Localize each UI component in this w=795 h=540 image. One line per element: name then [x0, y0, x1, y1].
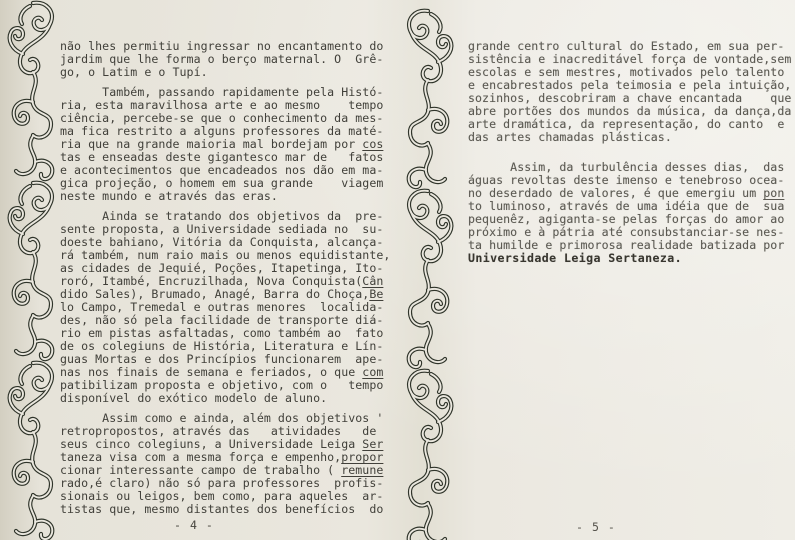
paragraph	[60, 210, 396, 405]
text-line: cionar interessante campo de trabalho ( remune	[60, 463, 384, 477]
floral-scroll-ornament-center	[403, 0, 461, 540]
text-line: ria que na grande maioria mal bordejam por cos	[60, 137, 384, 151]
text-line: águas revoltas deste imenso e tenebroso ocea-	[468, 173, 785, 187]
text-line: sionais ou leigos, bem como, para aqueles ar-	[60, 489, 384, 503]
text-line: sente proposta, a Universidade sediada no su-	[60, 222, 384, 236]
page-5-text	[468, 40, 795, 282]
text-line: rado,é claro) não só para professores profis-	[60, 476, 384, 490]
text-line: no deserdado de valores, é que emergiu um pon	[468, 186, 785, 200]
text-line: disponível do exótico modelo de aluno.	[60, 391, 328, 405]
text-line: seus cinco colegiuns, a Universidade Leiga Ser	[60, 437, 384, 451]
text-line: dido Sales), Brumado, Anagé, Barra do Choça,Be	[60, 287, 384, 301]
text-line: as cidades de Jequié, Poções, Itapetinga, Ito-	[60, 261, 384, 275]
text-line: roró, Itambé, Encruzilhada, Nova Conquista(Cân	[60, 274, 384, 288]
text-line: doeste bahiano, Vitória da Conquista, alcança-	[60, 235, 384, 249]
text-line: ta humilde e primorosa realidade batizada por	[468, 238, 785, 252]
text-line: tistas que, mesmo distantes dos benefícios do	[60, 502, 384, 516]
text-line: ciência, percebe-se que o conhecimento da mes-	[60, 111, 384, 125]
text-line: guas Mortas e dos Princípios funcionarem ape-	[60, 352, 384, 366]
floral-scroll-ornament-left	[0, 0, 58, 540]
text-line: pequenêz, agiganta-se pelas forças do amor ao	[468, 212, 785, 226]
text-line: neste mundo e através das eras.	[60, 189, 278, 203]
text-line: sistência e inacreditável força de vontade,sem	[468, 52, 792, 66]
paragraph	[468, 40, 795, 144]
text-line: abre portões dos mundos da música, da dança,da	[468, 104, 792, 118]
text-line: arte dramática, da representação, do canto e	[468, 117, 785, 131]
page-4-text	[60, 40, 396, 523]
text-line: nas nos finais de semana e feriados, o que com	[60, 365, 384, 379]
text-line: Universidade Leiga Sertaneza.	[468, 251, 683, 265]
paragraph	[60, 412, 396, 516]
text-line: das artes chamadas plásticas.	[468, 130, 672, 144]
text-line: grande centro cultural do Estado, em sua per-	[468, 39, 785, 53]
text-line: escolas e sem mestres, motivados pelo talento	[468, 65, 785, 79]
paragraph	[60, 40, 396, 79]
text-line: patibilizam proposta e objetivo, com o tempo	[60, 378, 384, 392]
text-line: jardim que lhe forma o berço maternal. O Grê-	[60, 52, 384, 66]
text-line: Assim, da turbulência desses dias, das	[468, 160, 785, 174]
page-4-number: - 4 -	[174, 518, 214, 532]
text-line: de os colegiuns de História, Literatura e Lín-	[60, 339, 384, 353]
text-line: gica projeção, o homem em sua grande viagem	[60, 176, 384, 190]
text-line: e acontecimentos que encadeados nos dão em ma-	[60, 163, 384, 177]
text-line: Ainda se tratando dos objetivos da pre-	[60, 209, 384, 223]
text-line: to luminoso, através de uma idéia que de sua	[468, 199, 785, 213]
text-line: retropropostos, através das atividades de	[60, 424, 377, 438]
text-line: próximo e à pátria até consubstanciar-se nes-	[468, 225, 785, 239]
text-line: Também, passando rapidamente pela Histó-	[60, 85, 384, 99]
paragraph	[468, 161, 795, 265]
text-line: rio em pistas asfaltadas, como também ao fato	[60, 326, 384, 340]
paragraph	[60, 86, 396, 203]
text-line: go, o Latim e o Tupí.	[60, 65, 208, 79]
text-line: não lhes permitiu ingressar no encantamento do	[60, 39, 384, 53]
text-line: taneza visa com a mesma força e empenho,propor	[60, 450, 384, 464]
text-line: tas e enseadas deste gigantesco mar de fatos	[60, 150, 384, 164]
text-line: Assim como e ainda, além dos objetivos '	[60, 411, 384, 425]
text-line: rá também, num raio mais ou menos equidistante,	[60, 248, 391, 262]
text-line: e encabrestados pela teimosia e pela intuição,	[468, 78, 792, 92]
text-line: sozinhos, descobriram a chave encantada que	[468, 91, 792, 105]
text-line: lo Campo, Tremedal e outras menores localida-	[60, 300, 384, 314]
page-5-number: - 5 -	[576, 520, 616, 534]
text-line: ria, esta maravilhosa arte e ao mesmo tempo	[60, 98, 384, 112]
text-line: des, não só pela facilidade de transporte diá-	[60, 313, 384, 327]
text-line: ma fica restrito a alguns professores da maté-	[60, 124, 384, 138]
